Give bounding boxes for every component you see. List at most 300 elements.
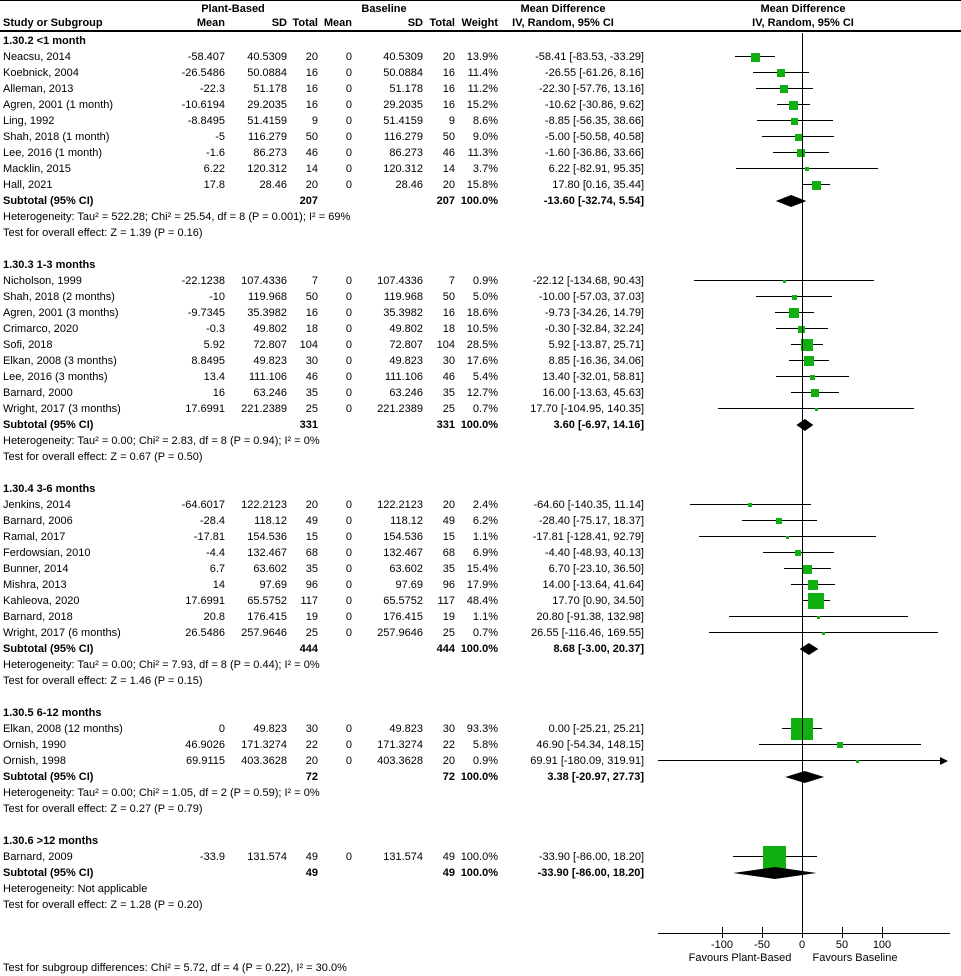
- study-sd2: 51.4159: [383, 115, 423, 127]
- study-mean1: -8.8495: [187, 115, 225, 127]
- study-total2: 50: [442, 131, 455, 143]
- study-row: [0, 97, 961, 113]
- study-sd2: 51.178: [389, 83, 423, 95]
- study-total2: 15: [442, 531, 455, 543]
- study-mean2: 0: [345, 515, 352, 527]
- study-mean2: 0: [345, 851, 352, 863]
- study-row: [0, 369, 961, 385]
- subtotal-row: [0, 417, 961, 433]
- axis-tick-label: -100: [710, 939, 734, 951]
- axis-tick-label: -50: [754, 939, 770, 951]
- study-total2: 20: [442, 755, 455, 767]
- study-name: Elkan, 2008 (12 months): [3, 723, 123, 735]
- study-total1: 15: [305, 531, 318, 543]
- effect-square: [811, 389, 819, 397]
- study-sd2: 40.5309: [383, 51, 423, 63]
- study-total1: 14: [305, 163, 318, 175]
- study-ci_text: 17.70 [0.90, 34.50]: [552, 595, 644, 607]
- section-title: 1.30.6 >12 months: [3, 835, 99, 847]
- study-weight: 10.5%: [466, 323, 498, 335]
- study-sd1: 28.46: [259, 179, 287, 191]
- study-name: Ornish, 1990: [3, 739, 66, 751]
- study-sd1: 29.2035: [247, 99, 287, 111]
- study-total2: 7: [448, 275, 455, 287]
- study-row: [0, 129, 961, 145]
- study-mean2: 0: [345, 531, 352, 543]
- study-total2: 14: [442, 163, 455, 175]
- study-mean2: 0: [345, 147, 352, 159]
- study-sd1: 63.602: [253, 563, 287, 575]
- study-mean2: 0: [345, 323, 352, 335]
- study-sd1: 221.2389: [241, 403, 287, 415]
- study-name: Shah, 2018 (2 months): [3, 291, 115, 303]
- study-ci_text: 8.85 [-16.36, 34.06]: [548, 355, 644, 367]
- effect-square: [748, 503, 752, 507]
- study-ci_text: -28.40 [-75.17, 18.37]: [538, 515, 644, 527]
- study-weight: 9.0%: [472, 131, 498, 143]
- subtotal-weight: 100.0%: [460, 643, 498, 655]
- study-sd2: 72.807: [389, 339, 423, 351]
- study-sd2: 403.3628: [377, 755, 423, 767]
- study-name: Lee, 2016 (1 month): [3, 147, 103, 159]
- effect-square: [808, 580, 818, 590]
- study-sd2: 118.12: [390, 515, 423, 527]
- axis-tick: [802, 927, 803, 938]
- study-ci_text: -22.30 [-57.76, 13.16]: [538, 83, 644, 95]
- study-sd2: 86.273: [389, 147, 423, 159]
- study-ci_text: 17.70 [-104.95, 140.35]: [530, 403, 644, 415]
- study-name: Agren, 2001 (3 months): [3, 307, 119, 319]
- study-row: [0, 561, 961, 577]
- study-sd1: 35.3982: [247, 307, 287, 319]
- study-row: [0, 161, 961, 177]
- study-sd1: 176.415: [247, 611, 287, 623]
- heterogeneity-row: [0, 881, 961, 897]
- study-total1: 35: [305, 563, 318, 575]
- study-name: Agren, 2001 (1 month): [3, 99, 114, 111]
- overall-effect-text: Test for overall effect: Z = 1.28 (P = 0.20): [3, 899, 203, 911]
- study-total1: 50: [305, 291, 318, 303]
- study-name: Bunner, 2014: [3, 563, 69, 575]
- effect-square: [791, 118, 798, 125]
- study-ci_text: -33.90 [-86.00, 18.20]: [538, 851, 644, 863]
- study-mean1: -4.4: [206, 547, 225, 559]
- study-total1: 30: [305, 723, 318, 735]
- study-weight: 17.9%: [466, 579, 498, 591]
- study-sd1: 51.4159: [247, 115, 287, 127]
- study-total2: 96: [442, 579, 455, 591]
- overall-effect-row: [0, 801, 961, 817]
- subtotal-ci-text: 3.38 [-20.97, 27.73]: [547, 771, 644, 783]
- group-header-baseline: Baseline: [361, 3, 407, 15]
- study-name: Neacsu, 2014: [3, 51, 71, 63]
- study-total2: 25: [442, 403, 455, 415]
- study-weight: 0.7%: [472, 627, 498, 639]
- study-weight: 0.7%: [472, 403, 498, 415]
- effect-square: [786, 536, 789, 539]
- col-header-study: Study or Subgroup: [3, 17, 103, 29]
- subtotal-weight: 100.0%: [460, 771, 498, 783]
- subtotal-total1: 49: [305, 867, 318, 879]
- axis-tick: [762, 927, 763, 938]
- subtotal-ci-text: 8.68 [-3.00, 20.37]: [553, 643, 644, 655]
- study-row: [0, 305, 961, 321]
- study-total2: 68: [442, 547, 455, 559]
- study-weight: 1.1%: [472, 611, 498, 623]
- study-ci_text: 5.92 [-13.87, 25.71]: [548, 339, 644, 351]
- col-header-mean-1: Mean: [196, 17, 225, 29]
- study-mean2: 0: [345, 387, 352, 399]
- study-row: [0, 625, 961, 641]
- heterogeneity-text: Heterogeneity: Tau² = 0.00; Chi² = 7.93, df = 8 (P = 0.44); I² = 0%: [3, 659, 320, 671]
- heterogeneity-text: Heterogeneity: Tau² = 0.00; Chi² = 1.05, df = 2 (P = 0.59); I² = 0%: [3, 787, 320, 799]
- study-name: Ornish, 1998: [3, 755, 66, 767]
- study-weight: 1.1%: [472, 531, 498, 543]
- study-mean1: -58.407: [187, 51, 225, 63]
- subtotal-label: Subtotal (95% CI): [3, 643, 94, 655]
- study-mean2: 0: [345, 83, 352, 95]
- study-sd2: 122.2123: [377, 499, 423, 511]
- study-ci_text: -4.40 [-48.93, 40.13]: [544, 547, 644, 559]
- study-weight: 5.8%: [472, 739, 498, 751]
- study-name: Shah, 2018 (1 month): [3, 131, 110, 143]
- study-mean1: -17.81: [193, 531, 225, 543]
- study-mean2: 0: [345, 739, 352, 751]
- overall-effect-text: Test for overall effect: Z = 0.67 (P = 0.50): [3, 451, 203, 463]
- ci-arrow-right: [940, 757, 948, 765]
- subtotal-label: Subtotal (95% CI): [3, 867, 94, 879]
- study-weight: 15.4%: [466, 563, 498, 575]
- study-total2: 46: [442, 371, 455, 383]
- overall-effect-row: [0, 673, 961, 689]
- study-sd2: 35.3982: [383, 307, 423, 319]
- study-row: [0, 289, 961, 305]
- subtotal-weight: 100.0%: [460, 867, 498, 879]
- study-row: [0, 321, 961, 337]
- study-mean1: -5: [215, 131, 225, 143]
- study-sd1: 119.968: [248, 291, 287, 303]
- top-rule: [0, 0, 961, 1]
- study-mean2: 0: [345, 51, 352, 63]
- section-title-row: [0, 481, 961, 497]
- effect-square: [792, 295, 797, 300]
- heterogeneity-text: Heterogeneity: Tau² = 522.28; Chi² = 25.54, df = 8 (P = 0.001); I² = 69%: [3, 211, 351, 223]
- study-sd2: 257.9646: [377, 627, 423, 639]
- study-total2: 35: [442, 387, 455, 399]
- study-mean1: 8.8495: [191, 355, 225, 367]
- study-total1: 22: [305, 739, 318, 751]
- heterogeneity-row: [0, 433, 961, 449]
- subgroup-differences-test: Test for subgroup differences: Chi² = 5.72, df = 4 (P = 0.22), I² = 30.0%: [3, 962, 347, 974]
- study-sd1: 116.279: [248, 131, 287, 143]
- study-name: Sofi, 2018: [3, 339, 53, 351]
- study-mean2: 0: [345, 307, 352, 319]
- study-total1: 19: [305, 611, 318, 623]
- study-ci_text: -0.30 [-32.84, 32.24]: [544, 323, 644, 335]
- study-weight: 17.6%: [466, 355, 498, 367]
- study-weight: 2.4%: [472, 499, 498, 511]
- study-mean2: 0: [345, 611, 352, 623]
- study-row: [0, 353, 961, 369]
- study-total1: 16: [305, 99, 318, 111]
- study-mean1: -64.6017: [181, 499, 225, 511]
- effect-square: [777, 69, 785, 77]
- study-total2: 35: [442, 563, 455, 575]
- subtotal-total1: 331: [299, 419, 318, 431]
- section-title-row: [0, 705, 961, 721]
- study-mean1: -9.7345: [187, 307, 225, 319]
- study-row: [0, 337, 961, 353]
- col-header-sd-1: SD: [271, 17, 287, 29]
- heterogeneity-text: Heterogeneity: Tau² = 0.00; Chi² = 2.83, df = 8 (P = 0.94); I² = 0%: [3, 435, 320, 447]
- study-name: Barnard, 2000: [3, 387, 73, 399]
- study-sd1: 65.5752: [247, 595, 287, 607]
- heterogeneity-row: [0, 209, 961, 225]
- study-ci_text: -5.00 [-50.58, 40.58]: [544, 131, 644, 143]
- study-sd2: 63.246: [389, 387, 423, 399]
- ci-line: [658, 760, 940, 761]
- study-sd2: 63.602: [389, 563, 423, 575]
- study-row: [0, 545, 961, 561]
- study-weight: 18.6%: [466, 307, 498, 319]
- study-total2: 9: [448, 115, 455, 127]
- study-sd2: 131.574: [383, 851, 423, 863]
- effect-square: [795, 134, 802, 141]
- study-total1: 30: [305, 355, 318, 367]
- study-name: Barnard, 2006: [3, 515, 73, 527]
- axis-tick-label: 100: [872, 939, 892, 951]
- study-ci_text: 20.80 [-91.38, 132.98]: [536, 611, 644, 623]
- study-total1: 49: [305, 515, 318, 527]
- study-ci_text: 0.00 [-25.21, 25.21]: [548, 723, 644, 735]
- study-weight: 28.5%: [466, 339, 498, 351]
- study-ci_text: 6.22 [-82.91, 95.35]: [548, 163, 644, 175]
- overall-effect-row: [0, 897, 961, 913]
- study-total2: 18: [442, 323, 455, 335]
- effect-square: [817, 616, 820, 619]
- study-row: [0, 65, 961, 81]
- subtotal-weight: 100.0%: [460, 195, 498, 207]
- subtotal-total2: 444: [436, 643, 455, 655]
- study-weight: 13.9%: [466, 51, 498, 63]
- axis-tick: [882, 927, 883, 938]
- study-sd1: 171.3274: [241, 739, 287, 751]
- study-weight: 0.9%: [472, 755, 498, 767]
- study-mean1: 16: [212, 387, 225, 399]
- study-mean2: 0: [345, 547, 352, 559]
- study-total2: 19: [442, 611, 455, 623]
- study-sd1: 111.106: [248, 371, 287, 383]
- subtotal-label: Subtotal (95% CI): [3, 195, 94, 207]
- subtotal-total1: 72: [305, 771, 318, 783]
- x-axis-line: [658, 933, 950, 934]
- section-title: 1.30.4 3-6 months: [3, 483, 96, 495]
- study-name: Mishra, 2013: [3, 579, 67, 591]
- heterogeneity-row: [0, 785, 961, 801]
- study-sd1: 49.823: [253, 355, 287, 367]
- md-title-plot-col: Mean Difference: [760, 3, 846, 15]
- study-row: [0, 849, 961, 865]
- study-sd1: 49.823: [253, 723, 287, 735]
- study-weight: 8.6%: [472, 115, 498, 127]
- effect-square: [783, 280, 786, 283]
- effect-square: [815, 408, 818, 411]
- subtotal-row: [0, 865, 961, 881]
- study-total2: 117: [437, 595, 455, 607]
- study-total2: 16: [442, 99, 455, 111]
- study-total1: 117: [300, 595, 318, 607]
- study-total2: 16: [442, 67, 455, 79]
- subtotal-label: Subtotal (95% CI): [3, 419, 94, 431]
- study-total2: 20: [442, 51, 455, 63]
- study-mean2: 0: [345, 179, 352, 191]
- study-total2: 22: [442, 739, 455, 751]
- study-sd2: 221.2389: [377, 403, 423, 415]
- study-sd2: 29.2035: [383, 99, 423, 111]
- study-name: Barnard, 2009: [3, 851, 73, 863]
- study-name: Barnard, 2018: [3, 611, 73, 623]
- subtotal-ci-text: -33.90 [-86.00, 18.20]: [537, 867, 644, 879]
- study-total1: 104: [299, 339, 318, 351]
- study-row: [0, 529, 961, 545]
- study-total1: 50: [305, 131, 318, 143]
- study-name: Ramal, 2017: [3, 531, 66, 543]
- study-name: Crimarco, 2020: [3, 323, 79, 335]
- study-ci_text: 13.40 [-32.01, 58.81]: [542, 371, 644, 383]
- study-name: Wright, 2017 (6 months): [3, 627, 121, 639]
- effect-square: [822, 632, 825, 635]
- study-weight: 93.3%: [466, 723, 498, 735]
- study-sd1: 40.5309: [247, 51, 287, 63]
- study-name: Lee, 2016 (3 months): [3, 371, 108, 383]
- subtotal-total2: 207: [436, 195, 455, 207]
- study-total1: 7: [311, 275, 318, 287]
- section-title-row: [0, 33, 961, 49]
- study-name: Jenkins, 2014: [3, 499, 71, 511]
- study-mean1: 13.4: [203, 371, 225, 383]
- study-sd2: 50.0884: [383, 67, 423, 79]
- study-sd1: 120.312: [247, 163, 287, 175]
- study-sd1: 50.0884: [247, 67, 287, 79]
- effect-square: [789, 101, 798, 110]
- study-mean1: -28.4: [199, 515, 225, 527]
- study-weight: 11.2%: [467, 83, 498, 95]
- favours-left-label: Favours Plant-Based: [688, 952, 792, 964]
- study-mean2: 0: [345, 67, 352, 79]
- study-ci_text: -26.55 [-61.26, 8.16]: [544, 67, 644, 79]
- effect-square: [808, 593, 824, 609]
- study-ci_text: -64.60 [-140.35, 11.14]: [533, 499, 644, 511]
- study-total2: 20: [442, 499, 455, 511]
- study-total1: 49: [305, 851, 318, 863]
- study-weight: 11.3%: [467, 147, 498, 159]
- study-mean1: -10: [209, 291, 225, 303]
- study-mean2: 0: [345, 163, 352, 175]
- study-total1: 25: [305, 627, 318, 639]
- effect-square: [804, 356, 814, 366]
- study-mean2: 0: [345, 355, 352, 367]
- effect-square: [812, 181, 821, 190]
- study-mean1: 14: [212, 579, 225, 591]
- col-header-ci-plot: IV, Random, 95% CI: [752, 17, 854, 29]
- study-row: [0, 497, 961, 513]
- study-name: Wright, 2017 (3 months): [3, 403, 121, 415]
- study-total1: 18: [305, 323, 318, 335]
- study-mean2: 0: [345, 371, 352, 383]
- effect-square: [797, 149, 805, 157]
- study-ci_text: 69.91 [-180.09, 319.91]: [530, 755, 644, 767]
- study-mean1: 17.6991: [185, 403, 225, 415]
- overall-effect-row: [0, 449, 961, 465]
- subtotal-total1: 207: [299, 195, 318, 207]
- effect-square: [751, 53, 760, 62]
- study-mean1: -1.6: [206, 147, 225, 159]
- effect-square: [810, 375, 815, 380]
- study-total2: 16: [442, 307, 455, 319]
- study-mean2: 0: [345, 131, 352, 143]
- subtotal-label: Subtotal (95% CI): [3, 771, 94, 783]
- col-header-ci-text: IV, Random, 95% CI: [512, 17, 614, 29]
- study-sd1: 132.467: [247, 547, 287, 559]
- study-sd2: 116.279: [384, 131, 423, 143]
- study-row: [0, 81, 961, 97]
- study-sd1: 49.802: [253, 323, 287, 335]
- study-sd1: 51.178: [253, 83, 287, 95]
- study-mean1: -10.6194: [181, 99, 225, 111]
- study-mean2: 0: [345, 723, 352, 735]
- study-total1: 20: [305, 51, 318, 63]
- study-total1: 35: [305, 387, 318, 399]
- study-ci_text: -58.41 [-83.53, -33.29]: [535, 51, 644, 63]
- study-ci_text: -8.85 [-56.35, 38.66]: [544, 115, 644, 127]
- study-mean1: 20.8: [203, 611, 225, 623]
- study-name: Macklin, 2015: [3, 163, 71, 175]
- study-row: [0, 737, 961, 753]
- subtotal-total1: 444: [299, 643, 318, 655]
- study-sd1: 107.4336: [241, 275, 287, 287]
- study-weight: 12.7%: [466, 387, 498, 399]
- study-total2: 49: [442, 515, 455, 527]
- study-name: Koebnick, 2004: [3, 67, 79, 79]
- study-mean1: -33.9: [199, 851, 225, 863]
- study-total2: 16: [442, 83, 455, 95]
- study-name: Kahleova, 2020: [3, 595, 80, 607]
- heterogeneity-text: Heterogeneity: Not applicable: [3, 883, 148, 895]
- study-sd2: 49.802: [389, 323, 423, 335]
- study-mean1: -22.3: [199, 83, 225, 95]
- study-sd2: 97.69: [395, 579, 423, 591]
- study-mean2: 0: [345, 275, 352, 287]
- study-mean1: 46.9026: [185, 739, 225, 751]
- effect-square: [789, 308, 799, 318]
- study-total1: 9: [311, 115, 318, 127]
- effect-square: [795, 550, 801, 556]
- study-ci_text: 6.70 [-23.10, 36.50]: [548, 563, 644, 575]
- subtotal-total2: 49: [442, 867, 455, 879]
- subtotal-ci-text: -13.60 [-32.74, 5.54]: [543, 195, 644, 207]
- study-total2: 104: [436, 339, 455, 351]
- study-total1: 46: [305, 147, 318, 159]
- study-mean2: 0: [345, 755, 352, 767]
- study-name: Ferdowsian, 2010: [3, 547, 91, 559]
- study-mean1: 17.8: [203, 179, 225, 191]
- study-total1: 20: [305, 179, 318, 191]
- study-mean1: 6.7: [209, 563, 225, 575]
- study-mean1: 17.6991: [185, 595, 225, 607]
- study-ci_text: 26.55 [-116.46, 169.55]: [531, 627, 644, 639]
- group-header-plant-based: Plant-Based: [201, 3, 265, 15]
- study-total2: 30: [442, 355, 455, 367]
